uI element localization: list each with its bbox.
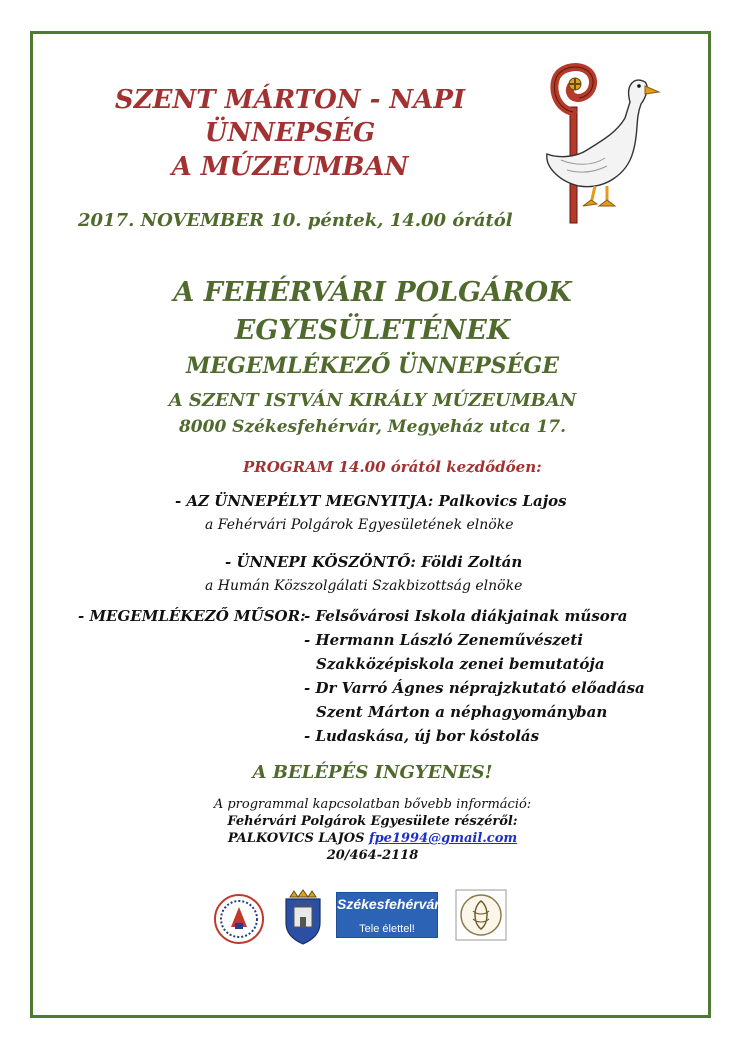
program-item: - Felsővárosi Iskola diákjainak műsora <box>304 607 628 625</box>
goose-crozier-illustration <box>535 62 665 227</box>
program-item: - Dr Varró Ágnes néprajzkutató előadása <box>304 679 645 697</box>
city-coat-of-arms-logo <box>280 889 326 945</box>
headline-line3: MEGEMLÉKEZŐ ÜNNEPSÉGE <box>186 353 559 379</box>
greeting-line <box>225 553 522 571</box>
city-logo-slogan: Tele élettel! <box>359 923 415 935</box>
contact-line3 <box>0 831 745 846</box>
opening-name: Palkovics Lajos <box>438 492 567 510</box>
contact-phone: 20/464-2118 <box>326 848 419 863</box>
event-date: 2017. NOVEMBER 10. péntek, 14.00 órától <box>78 210 513 231</box>
email-link[interactable]: fpe1994@gmail.com <box>369 831 518 846</box>
program-label: - MEGEMLÉKEZŐ MŰSOR: <box>78 607 306 625</box>
program-item: Szent Márton a néphagyományban <box>316 703 608 721</box>
program-item: - Ludaskása, új bor kóstolás <box>304 727 540 745</box>
opening-role: a Fehérvári Polgárok Egyesületének elnöke <box>205 517 514 533</box>
greeting-role: a Humán Közszolgálati Szakbizottság elnöke <box>205 578 523 594</box>
museum-emblem-logo <box>455 889 507 941</box>
association-emblem-logo <box>213 893 265 945</box>
headline-line1: A FEHÉRVÁRI POLGÁROK <box>173 277 572 308</box>
event-title-line3: A MÚZEUMBAN <box>171 152 409 182</box>
venue: A SZENT ISTVÁN KIRÁLY MÚZEUMBAN <box>168 390 577 411</box>
event-title-line2: ÜNNEPSÉG <box>204 118 376 148</box>
program-heading: PROGRAM 14.00 órától kezdődően: <box>243 458 542 476</box>
contact-name: PALKOVICS LAJOS <box>227 831 369 846</box>
city-logo-name: Székesfehérvár <box>337 896 440 912</box>
contact-line1: A programmal kapcsolatban bővebb információ: <box>213 797 532 812</box>
opening-label: - AZ ÜNNEPÉLYT MEGNYITJA: <box>175 492 439 510</box>
free-entry: A BELÉPÉS INGYENES! <box>252 762 493 783</box>
program-item: Szakközépiskola zenei bemutatója <box>316 655 605 673</box>
szekesfehervar-city-logo <box>336 892 438 938</box>
opening-line <box>175 492 567 510</box>
address: 8000 Székesfehérvár, Megyeház utca 17. <box>178 417 567 437</box>
headline-line2: EGYESÜLETÉNEK <box>234 315 511 346</box>
contact-line2: Fehérvári Polgárok Egyesülete részéről: <box>227 814 518 829</box>
program-item: - Hermann László Zeneművészeti <box>304 631 583 649</box>
greeting-name: Földi Zoltán <box>421 553 523 571</box>
greeting-label: - ÜNNEPI KÖSZÖNTŐ: <box>225 553 422 571</box>
event-title-line1: SZENT MÁRTON - NAPI <box>114 85 466 115</box>
